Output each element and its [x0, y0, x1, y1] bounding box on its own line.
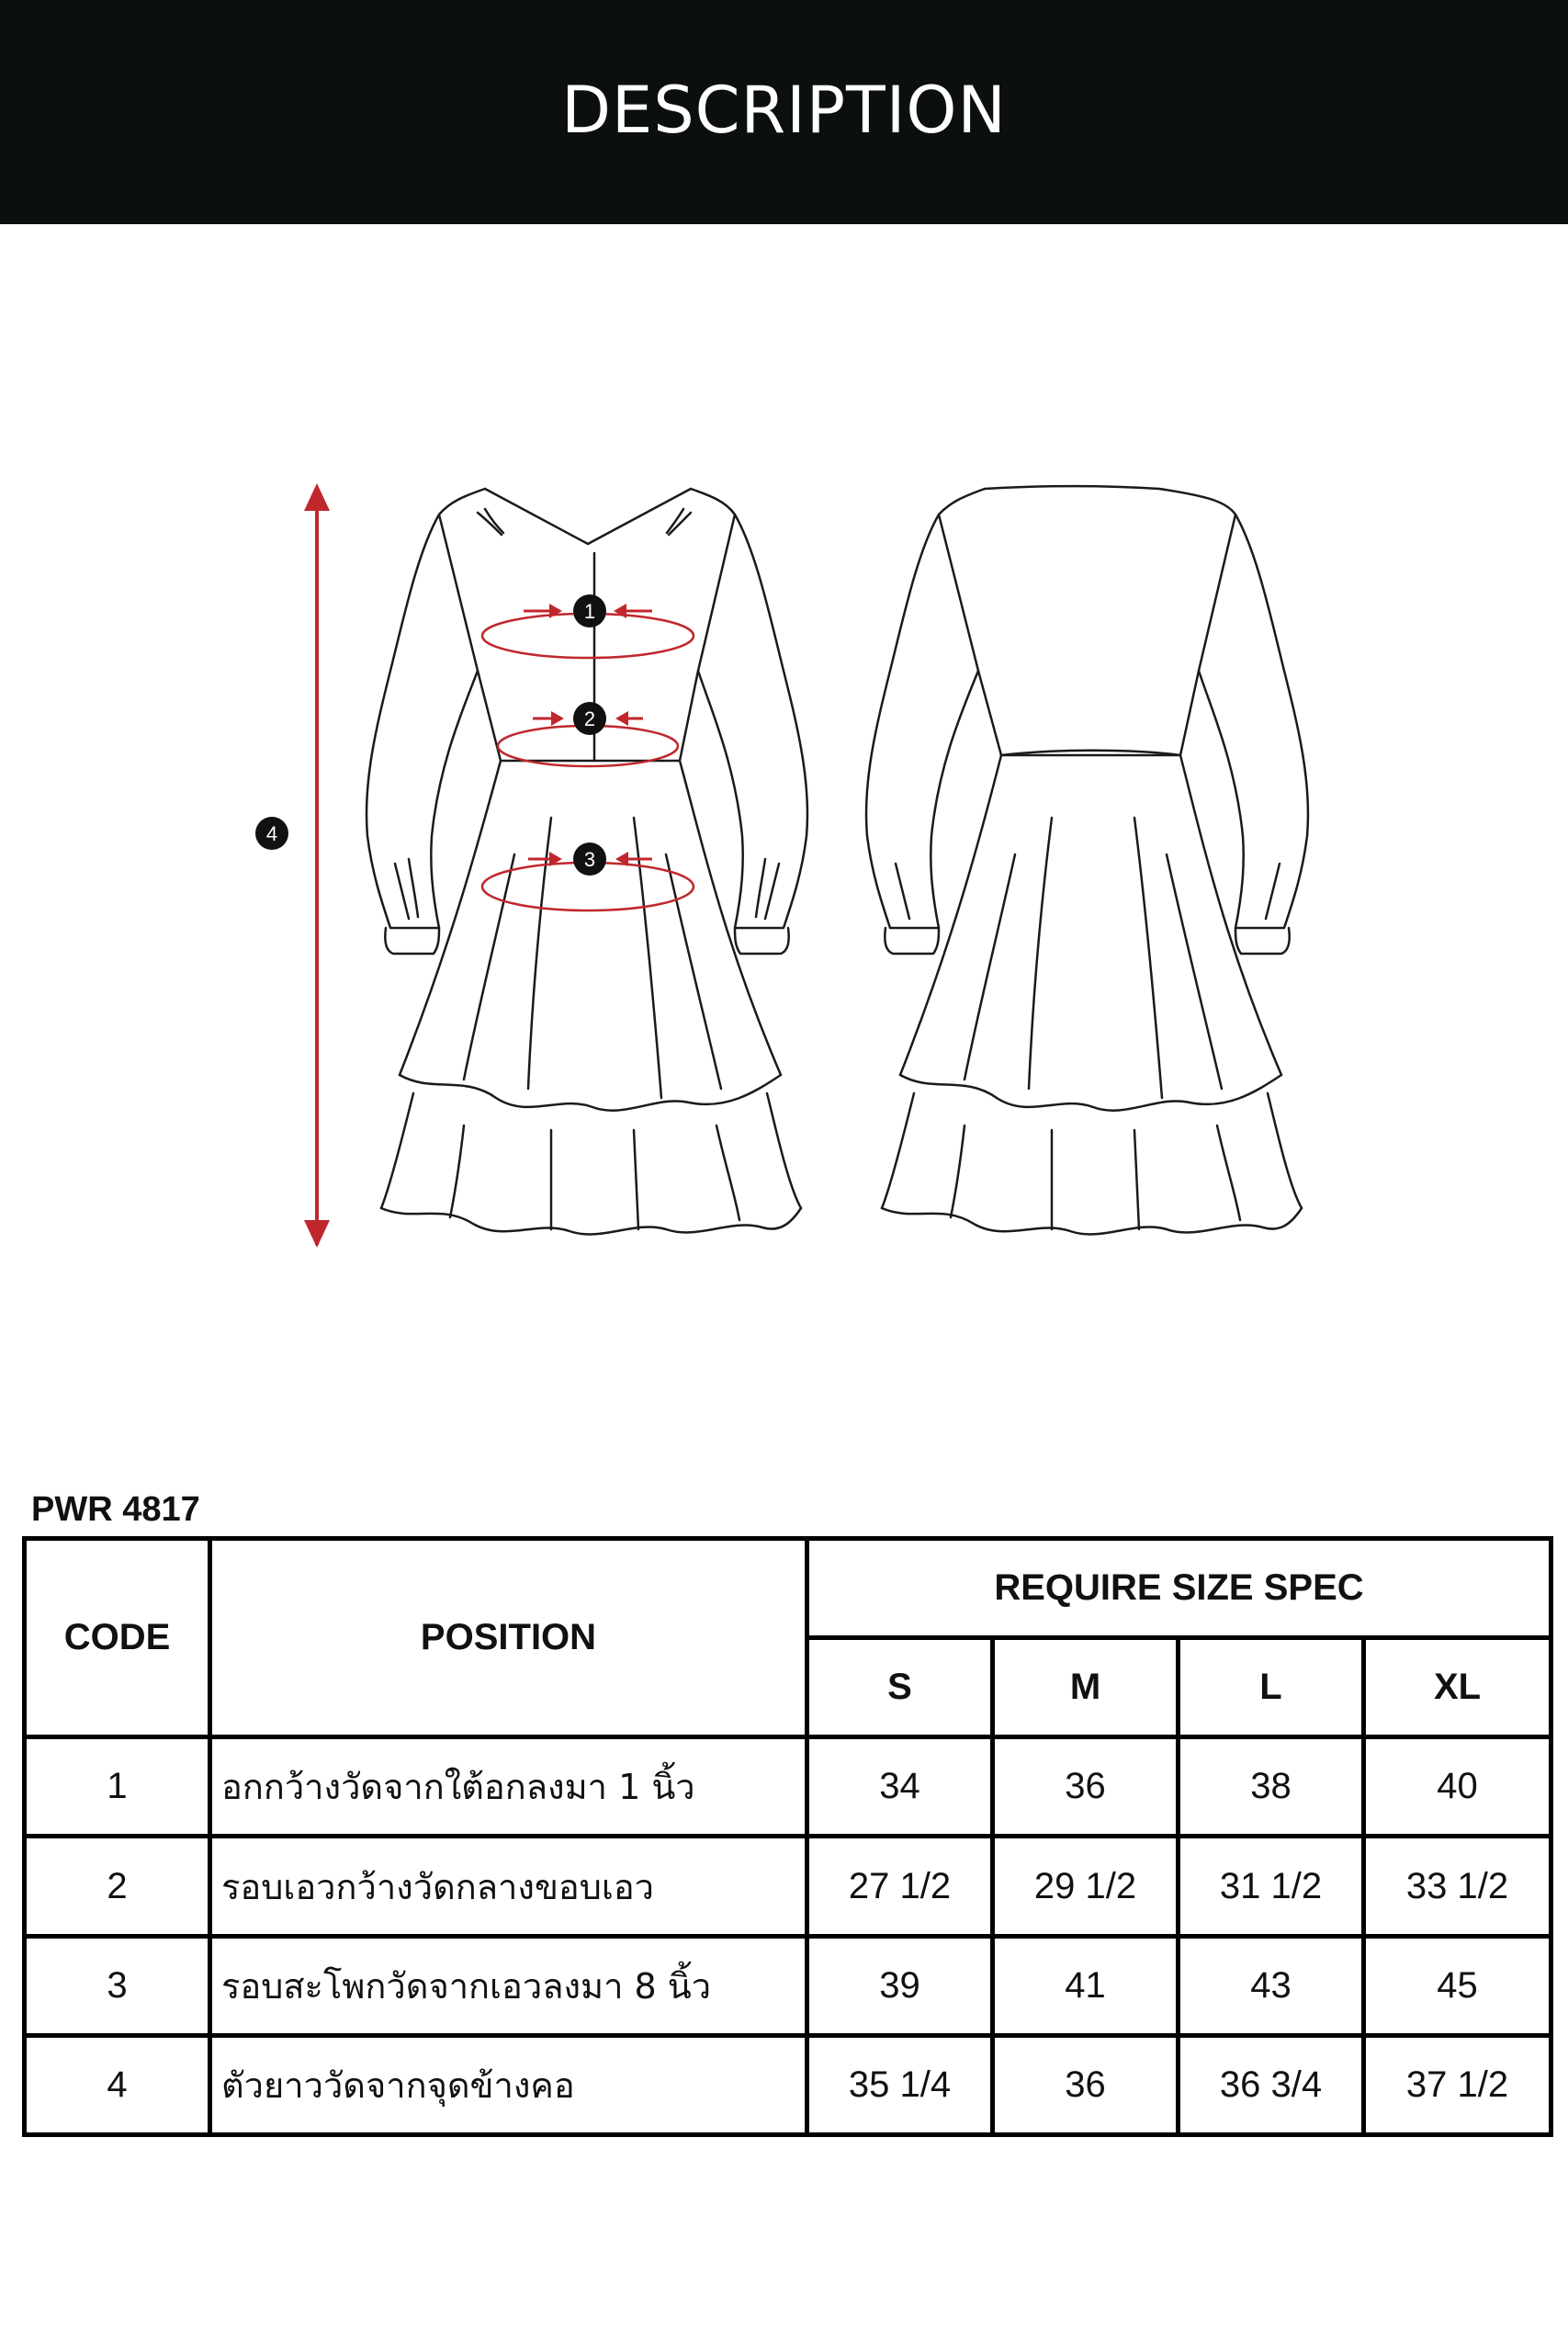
row-code: 1	[25, 1737, 210, 1837]
header-code: CODE	[25, 1539, 210, 1737]
row-position: รอบเอวกว้างวัดกลางขอบเอว	[210, 1837, 807, 1936]
row-value-xl: 45	[1364, 1936, 1551, 2035]
row-position: อกกว้างวัดจากใต้อกลงมา 1 นิ้ว	[210, 1737, 807, 1837]
row-value-s: 39	[807, 1936, 993, 2035]
row-value-xl: 37 1/2	[1364, 2035, 1551, 2134]
dress-diagram	[0, 432, 1568, 1277]
length-arrow	[304, 483, 330, 1248]
row-value-m: 41	[993, 1936, 1179, 2035]
marker-4	[255, 817, 288, 850]
size-spec-table	[22, 1536, 1553, 2137]
header-size-xl: XL	[1364, 1638, 1551, 1737]
header-position: POSITION	[210, 1539, 807, 1737]
svg-text:4: 4	[265, 822, 278, 845]
row-value-l: 31 1/2	[1179, 1837, 1364, 1936]
row-value-m: 36	[993, 2035, 1179, 2134]
row-code: 3	[25, 1936, 210, 2035]
header-size-s: S	[807, 1638, 993, 1737]
svg-text:3: 3	[583, 848, 596, 871]
svg-text:1: 1	[583, 600, 596, 623]
product-code: PWR 4817	[31, 1490, 200, 1529]
row-value-xl: 40	[1364, 1737, 1551, 1837]
header-size-l: L	[1179, 1638, 1364, 1737]
back-dress	[866, 486, 1308, 1234]
header-size-m: M	[993, 1638, 1179, 1737]
row-value-l: 36 3/4	[1179, 2035, 1364, 2134]
row-value-m: 36	[993, 1737, 1179, 1837]
measure-ring-hip	[482, 842, 694, 910]
row-value-s: 27 1/2	[807, 1837, 993, 1936]
table-row	[25, 1737, 1551, 1837]
row-code: 4	[25, 2035, 210, 2134]
row-value-xl: 33 1/2	[1364, 1837, 1551, 1936]
row-value-m: 29 1/2	[993, 1837, 1179, 1936]
row-value-s: 35 1/4	[807, 2035, 993, 2134]
measure-ring-bust	[482, 594, 694, 658]
table-row	[25, 1936, 1551, 2035]
row-value-l: 43	[1179, 1936, 1364, 2035]
svg-text:2: 2	[583, 707, 596, 730]
measure-ring-waist	[498, 702, 678, 766]
row-position: ตัวยาววัดจากจุดข้างคอ	[210, 2035, 807, 2134]
header-require-size-spec: REQUIRE SIZE SPEC	[807, 1539, 1551, 1638]
table-row	[25, 1837, 1551, 1936]
row-position: รอบสะโพกวัดจากเอวลงมา 8 นิ้ว	[210, 1936, 807, 2035]
row-value-s: 34	[807, 1737, 993, 1837]
row-code: 2	[25, 1837, 210, 1936]
page-title: DESCRIPTION	[561, 73, 1007, 148]
row-value-l: 38	[1179, 1737, 1364, 1837]
table-row	[25, 2035, 1551, 2134]
header-banner	[0, 0, 1568, 224]
